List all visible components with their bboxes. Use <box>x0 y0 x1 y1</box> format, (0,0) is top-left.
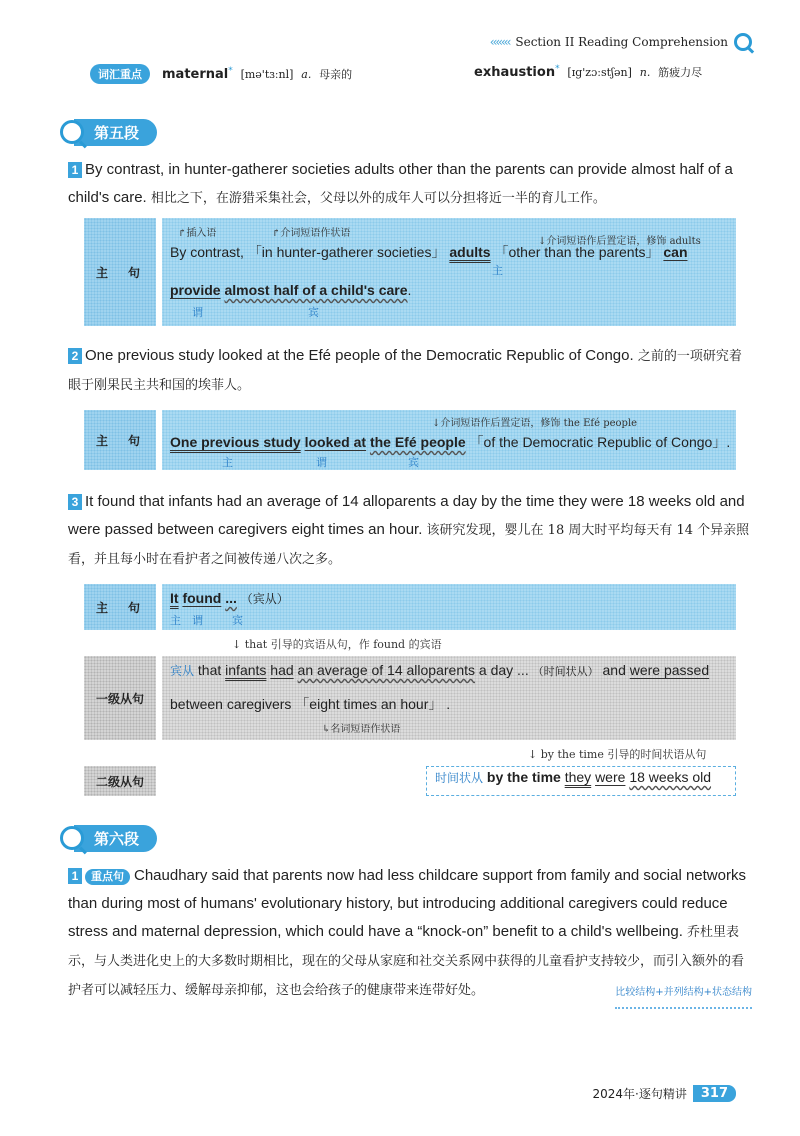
paragraph-heading <box>60 824 157 852</box>
magnifier-icon <box>60 120 84 144</box>
sentence-english: By contrast, in hunter-gatherer societies adults other than the parents can provide almost half of a child's care. <box>68 161 733 206</box>
role-label: 主 <box>492 264 503 277</box>
annotation: ↓ by the time 引导的时间状语从句 <box>528 748 707 761</box>
sentence-block <box>68 862 752 1005</box>
vocab-phonetic: [mə'tɜːnl] <box>240 68 294 81</box>
role-label: 谓 <box>192 614 203 627</box>
object: the Efé people <box>369 434 466 450</box>
role-label: 宾 <box>408 456 419 469</box>
role-label: 宾 <box>308 306 319 319</box>
clause-content <box>426 766 736 796</box>
clause-tag: 宾从 <box>170 664 195 678</box>
subject: One previous study <box>170 434 301 450</box>
vocab-tag: 词汇重点 <box>90 64 150 84</box>
footer-label: 2024年·逐句精讲 <box>592 1087 687 1101</box>
arrows-decoration: ‹‹‹‹‹‹‹ <box>489 35 510 49</box>
analysis-box <box>84 766 736 796</box>
conjunction: that <box>197 662 222 678</box>
paragraph-label: 第五段 <box>74 119 157 146</box>
analysis-line <box>170 590 289 607</box>
sentence-number: 3 <box>68 494 82 510</box>
clause-label: 主 句 <box>84 584 156 630</box>
phrase: By contrast, <box>170 244 244 260</box>
star-icon: * <box>228 66 233 76</box>
sentence-block <box>68 342 752 400</box>
key-sentence-tag: 重点句 <box>85 869 130 885</box>
sentence-block <box>68 156 752 213</box>
analysis-line <box>170 242 688 262</box>
object: ... <box>225 590 237 606</box>
predicate: had <box>270 662 294 678</box>
sentence-chinese: 乔杜里表示，与人类进化史上的大多数时期相比，现在的父母从家庭和社交关系网中获得的儿童看护支持较少，而引入额外的看护者可以减轻压力、缓解母亲抑郁，这也会给孩子的健康带来连带好处。 <box>68 925 745 998</box>
predicate: found <box>182 590 222 606</box>
vocab-item <box>474 64 702 80</box>
section-title: Section II Reading Comprehension <box>515 35 728 49</box>
structure-note: 比较结构+并列结构+状态结构 <box>615 979 752 1009</box>
role-label: 谓 <box>192 306 203 319</box>
phrase: 「other than the parents」 <box>494 244 660 260</box>
clause-label: 主 句 <box>84 218 156 326</box>
role-label: 宾 <box>232 614 243 627</box>
phrase: 「of the Democratic Republic of Congo」 <box>469 434 727 450</box>
analysis-box <box>84 656 736 740</box>
vocab-phonetic: [ɪg'zɔːstʃən] <box>567 66 632 79</box>
sentence-block <box>68 488 752 574</box>
vocab-word: exhaustion <box>474 65 556 80</box>
page-footer <box>593 1085 737 1102</box>
analysis-line <box>170 282 411 298</box>
sentence-number: 2 <box>68 348 82 364</box>
predicative: 18 weeks old <box>629 769 712 785</box>
clause-label: 一级从句 <box>84 656 156 740</box>
role-label: 主 <box>222 456 233 469</box>
conjunction: and <box>602 662 626 678</box>
analysis-line <box>170 432 730 452</box>
paragraph-heading <box>60 118 157 146</box>
vocab-meaning: 母亲的 <box>319 68 353 81</box>
phrase: 「in hunter-gatherer societies」 <box>247 244 446 260</box>
analysis-line <box>170 694 450 714</box>
predicate: provide <box>170 282 221 298</box>
sentence-english: One previous study looked at the Efé people of the Democratic Republic of Congo. <box>85 347 634 364</box>
annotation: ↳名词短语作状语 <box>322 724 401 735</box>
object: almost half of a child's care <box>224 282 408 298</box>
clause-content <box>162 218 736 326</box>
predicate: were <box>595 769 626 785</box>
vocab-pos: n. <box>639 66 651 79</box>
clause-content <box>162 656 736 740</box>
punctuation: . <box>446 696 451 712</box>
annotation: ↓介词短语作后置定语，修饰 the Efé people <box>432 418 638 429</box>
role-label: 主 <box>170 614 181 627</box>
annotation: ↓介词短语作后置定语，修饰 adults <box>538 236 701 247</box>
conjunction: by the time <box>486 769 561 785</box>
vocab-meaning: 筋疲力尽 <box>658 66 703 79</box>
vocab-pos: a. <box>301 68 312 81</box>
sentence-english: It found that infants had an average of 14 alloparents a day by the time they were 18 weeks old and were passed between caregivers eight times an hour. <box>68 493 745 538</box>
vocab-item <box>162 66 352 82</box>
annotation: ↱插入语 <box>178 228 217 239</box>
predicate: looked at <box>304 434 367 450</box>
sentence-chinese: 相比之下，在游猎采集社会，父母以外的成年人可以分担将近一半的育儿工作。 <box>150 191 606 206</box>
phrase: 「eight times an hour」 <box>295 696 443 712</box>
clause-label: 二级从句 <box>84 766 156 796</box>
predicate: can <box>663 244 688 260</box>
paragraph-label: 第六段 <box>74 825 157 852</box>
phrase: a day <box>478 662 514 678</box>
clause-type: （时间状从） <box>532 665 599 678</box>
analysis-box <box>84 410 736 470</box>
page-header <box>490 30 752 54</box>
subject: It <box>170 590 179 606</box>
subject: they <box>564 769 592 785</box>
object: an average of 14 alloparents <box>297 662 476 678</box>
clause-content <box>162 410 736 470</box>
sentence-chinese: 该研究发现，婴儿在 18 周大时平均每天有 14 个异亲照看，并且每小时在看护者之间被传递八次之多。 <box>68 523 750 567</box>
sentence-number: 1 <box>68 162 82 178</box>
clause-type: （宾从） <box>240 592 289 606</box>
sentence-number: 1 <box>68 868 82 884</box>
vocab-bar <box>90 62 740 86</box>
clause-label: 主 句 <box>84 410 156 470</box>
annotation: ↓ that 引导的宾语从句，作 found 的宾语 <box>232 638 442 651</box>
clause-tag: 时间状从 <box>435 771 484 785</box>
subject: adults <box>449 244 491 260</box>
clause-content <box>162 584 736 630</box>
analysis-line <box>170 662 709 679</box>
phrase: between caregivers <box>170 696 292 712</box>
vocab-word: maternal <box>162 67 229 82</box>
magnifier-icon <box>734 33 752 51</box>
punctuation: . <box>726 434 731 450</box>
analysis-box <box>84 584 736 630</box>
sentence-english: Chaudhary said that parents now had less childcare support from family and social networks than during most of humans' evolutionary history, but introducing additional caregivers could reduce stress and maternal depression, which could have a “knock-on” benefit to a child's wellbeing. <box>68 867 746 940</box>
ellipsis: ... <box>517 662 529 678</box>
magnifier-icon <box>60 826 84 850</box>
sentence-chinese: 之前的一项研究着眼于刚果民主共和国的埃菲人。 <box>68 349 742 393</box>
star-icon: * <box>555 64 560 74</box>
role-label: 谓 <box>316 456 327 469</box>
predicate: were passed <box>629 662 710 678</box>
page-number: 317 <box>693 1085 736 1102</box>
subject: infants <box>225 662 267 678</box>
annotation: ↱介词短语作状语 <box>272 228 351 239</box>
analysis-box <box>84 218 736 326</box>
punctuation: . <box>407 282 412 298</box>
